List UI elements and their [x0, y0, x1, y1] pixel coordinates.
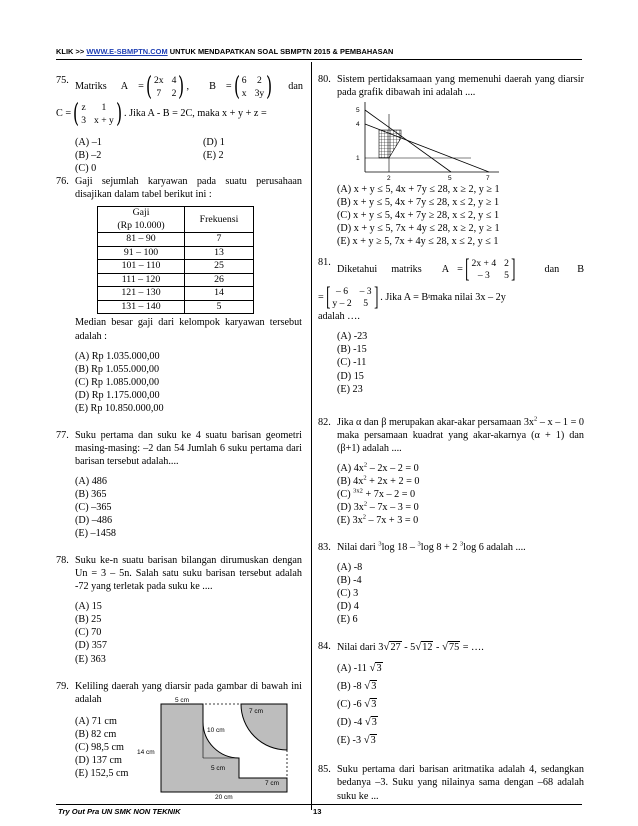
- option[interactable]: (A) -11 √3: [337, 662, 382, 675]
- option[interactable]: (B) $4x^2 + 2x + 2 = 0$: [337, 474, 420, 487]
- option[interactable]: (E) -3 √3: [337, 733, 376, 746]
- option[interactable]: (D) 4: [337, 601, 359, 613]
- question-77: 77. Suku pertama dan suku ke 4 suatu barisan geometri masing-masing: –2 dan 54 Jumlah 6 suku pertama dari barisan tersebut adalah.... (A) 486 (B) 365 (C) –365 (D) –486 (E) –1458: [56, 429, 302, 540]
- option[interactable]: (C) Rp 1.085.000,00: [75, 376, 160, 388]
- option[interactable]: (A) –1: [75, 137, 102, 148]
- page-header: KLIK >> WWW.E-SBMPTN.COM UNTUK MENDAPATKAN SOAL SBMPTN 2015 & PEMBAHASAN: [56, 47, 394, 56]
- option[interactable]: (C) -6 √3: [337, 697, 377, 710]
- option[interactable]: (D) 1: [203, 137, 225, 148]
- option[interactable]: (B) 365: [75, 489, 107, 500]
- option[interactable]: (C) 0: [75, 163, 97, 175]
- option[interactable]: (B) x + y ≤ 5, 4x + 7y ≤ 28, x ≤ 2, y ≥ 1: [337, 197, 500, 209]
- svg-text:1: 1: [356, 155, 360, 163]
- option[interactable]: (B) 25: [75, 614, 102, 626]
- question-83: 83. Nilai dari $^3$log 18 – $^3$log 8 + 2 $^3$log 6 adalah .... (A) -8 (B) -4 (C) 3 (D) 4 (E) 6: [318, 541, 584, 626]
- option[interactable]: (A) Rp 1.035.000,00: [75, 350, 160, 362]
- question-81: 81. Diketahui matriks A = [ 2x + 4 2 – 3 5 ] dan B = [ – 6 – 3 y – 2 5 ] . Jika A = B t maka nilai 3x – 2y adalah …. (A) -23 (B) -15 (C) -11 (D) 15 (E) 23: [318, 254, 584, 395]
- fig-label: 7 cm: [249, 708, 264, 715]
- option[interactable]: (E) Rp 10.850.000,00: [75, 402, 164, 414]
- footer-title: Try Out Pra UN SMK NON TEKNIK: [58, 807, 181, 816]
- option[interactable]: (B) 82 cm: [75, 728, 117, 740]
- question-85: 85. Suku pertama dari barisan aritmatika adalah 4, sedangkan bedanya –3. Suku yang nilainya sama dengan –68 adalah suku ke ...: [318, 764, 584, 802]
- shaded-region-figure: [135, 694, 297, 800]
- option[interactable]: (E) 152,5 cm: [75, 767, 129, 779]
- option[interactable]: (C) x + y ≤ 5, 4x + 7y ≥ 28, x ≤ 2, y ≤ 1: [337, 210, 500, 222]
- option[interactable]: (A) 486: [75, 475, 107, 487]
- option[interactable]: (D) 357: [75, 640, 107, 652]
- question-75: 75. Matriks A = ( 2x 4 7 2 ) , B = ( 6 2 x 3y ) dan C = ( z 1 3 x + y ) . Jika A - B = 2C, maka x + y + z = (A) –1 (D) 1 (B) –2 (E) 2 (C) 0: [56, 72, 303, 175]
- option[interactable]: (C) 98,5 cm: [75, 741, 124, 753]
- footer-rule: [56, 804, 582, 805]
- svg-text:5: 5: [356, 107, 360, 115]
- question-76: 76. Gaji sejumlah karyawan pada suatu perusahaan disajikan dalam tabel berikut ini : Gaji (Rp 10.000) Frekuensi 81 – 90 7 91 – 100 13 101 – 110 25 111 – 120 26 121 – 130 14 131 – 140 5 Median besar gaji dari kelompok karyawan tersebut adalah : (A) Rp 1.035.000,00 (B) Rp 1.055.000,00 (C) Rp 1.085.000,00 (D) Rp 1.175.000,00 (E) Rp 10.850.000,00: [56, 176, 302, 414]
- svg-text:7: 7: [486, 175, 490, 183]
- inequality-graph: [351, 100, 501, 182]
- option[interactable]: (E) x + y ≥ 5, 7x + 4y ≤ 28, x ≤ 2, y ≤ 1: [337, 236, 499, 248]
- frequency-table: Gaji (Rp 10.000) Frekuensi 81 – 90 7 91 – 100 13 101 – 110 25 111 – 120 26 121 – 130 14 131 – 140 5: [97, 206, 254, 314]
- option[interactable]: (B) -4: [337, 575, 362, 587]
- svg-text:2: 2: [387, 175, 391, 183]
- option[interactable]: (E) 6: [337, 614, 358, 626]
- matrix-c: ( z 1 3 x + y ): [73, 99, 122, 129]
- option[interactable]: (C) 3: [337, 588, 359, 600]
- option[interactable]: (D) Rp 1.175.000,00: [75, 389, 160, 401]
- option[interactable]: (B) –2: [75, 150, 102, 162]
- option[interactable]: (A) $4x^2 - 2x - 2 = 0$: [337, 461, 419, 474]
- svg-text:5: 5: [448, 175, 452, 183]
- fig-label: 5 cm: [175, 697, 190, 704]
- option[interactable]: (E) $3x^2 - 7x + 3 = 0$: [337, 513, 419, 526]
- question-82: 82. Jika α dan β merupakan akar-akar persamaan $3x^2 - x - 1 = 0$ maka persamaan kuadrat yang akar-akarnya (α + 1) dan (β+1) adalah .... (A) $4x^2 - 2x - 2 = 0$ (B) $4x^2 + 2x + 2 = 0$ (C) $^{3x2}$ + 7x – 2 = 0 (D) $3x^2 - 7x - 3 = 0$ (E) $3x^2 - 7x + 3 = 0$: [318, 415, 585, 526]
- option[interactable]: (C) -11: [337, 357, 367, 369]
- option[interactable]: (E) –1458: [75, 528, 117, 540]
- option[interactable]: (D) x + y ≤ 5, 7x + 4y ≤ 28, x ≥ 2, y ≥ 1: [337, 223, 500, 235]
- matrix-b: ( 6 2 x 3y ): [233, 72, 273, 102]
- option[interactable]: (C) $^{3x2}$ + 7x – 2 = 0: [337, 487, 416, 500]
- option[interactable]: (E) 363: [75, 653, 106, 665]
- matrix-a: [ 2x + 4 2 – 3 5 ]: [465, 254, 516, 284]
- option[interactable]: (A) x + y ≤ 5, 4x + 7y ≤ 28, x ≥ 2, y ≥ 1: [337, 184, 500, 196]
- fig-label: 5 cm: [211, 765, 226, 772]
- option[interactable]: (D) 15: [337, 370, 364, 382]
- svg-text:4: 4: [356, 121, 360, 129]
- fig-label: 10 cm: [207, 727, 225, 734]
- option[interactable]: (C) –365: [75, 502, 112, 514]
- right-column: [318, 73, 584, 803]
- option[interactable]: (C) 70: [75, 627, 102, 639]
- fig-label: 20 cm: [215, 794, 233, 800]
- fig-label: 14 cm: [137, 749, 155, 756]
- option[interactable]: (B) Rp 1.055.000,00: [75, 363, 160, 375]
- question-79: 79. Keliling daerah yang diarsir pada gambar di bawah ini adalah (A) 71 cm (B) 82 cm (C) 98,5 cm (D) 137 cm (E) 152,5 cm: [56, 680, 302, 779]
- option[interactable]: (A) 71 cm: [75, 715, 117, 727]
- option[interactable]: (D) –486: [75, 515, 113, 527]
- header-link[interactable]: WWW.E-SBMPTN.COM: [86, 47, 168, 56]
- option[interactable]: (D) -4 √3: [337, 715, 377, 728]
- option[interactable]: (A) -23: [337, 331, 368, 343]
- option[interactable]: (E) 23: [337, 383, 363, 395]
- option[interactable]: (A) 15: [75, 601, 102, 613]
- option[interactable]: (D) $3x^2 - 7x - 3 = 0$: [337, 500, 419, 513]
- page-number: 13: [313, 807, 322, 816]
- option[interactable]: (E) 2: [203, 150, 224, 162]
- question-80: 80. Sistem pertidaksamaan yang memenuhi daerah yang diarsir pada grafik dibawah ini adalah .... 5 4 1 2 5 7 (A) x + y ≤ 5, 4x + 7y ≤ 28, x ≥ 2, y ≥ 1 (B) x + y ≤ 5, 4x + 7y ≤ 28, x ≤ 2, y ≥ 1 (C) x + y ≤ 5, 4x + 7y ≥ 28, x ≤ 2, y ≤ 1 (D) x + y ≤ 5, 7x + 4y ≤ 28, x ≥ 2, y ≥ 1 (E) x + y ≥ 5, 7x + 4y ≤ 28, x ≤ 2, y ≤ 1: [318, 74, 584, 248]
- question-78: 78. Suku ke-n suatu barisan bilangan dirumuskan dengan Un = 3 – 5n. Salah satu suku barisan tersebut adalah -72 yang terletak pada suku ke .... (A) 15 (B) 25 (C) 70 (D) 357 (E) 363: [56, 555, 302, 665]
- option[interactable]: (D) 137 cm: [75, 754, 122, 766]
- header-rule: [56, 59, 582, 60]
- question-84: 84. Nilai dari 3√27 - 5√12 - √75 = …. (A) -11 √3 (B) -8 √3 (C) -6 √3 (D) -4 √3 (E) -3 √3: [318, 640, 584, 749]
- matrix-a: ( 2x 4 7 2 ): [145, 72, 185, 102]
- option[interactable]: (B) -15: [337, 344, 367, 356]
- option[interactable]: (A) -8: [337, 562, 363, 574]
- column-divider: [311, 62, 312, 810]
- matrix-b: [ – 6 – 3 y – 2 5 ]: [325, 282, 379, 312]
- left-column: [56, 74, 302, 780]
- option[interactable]: (B) -8 √3: [337, 680, 377, 693]
- fig-label: 7 cm: [265, 780, 280, 787]
